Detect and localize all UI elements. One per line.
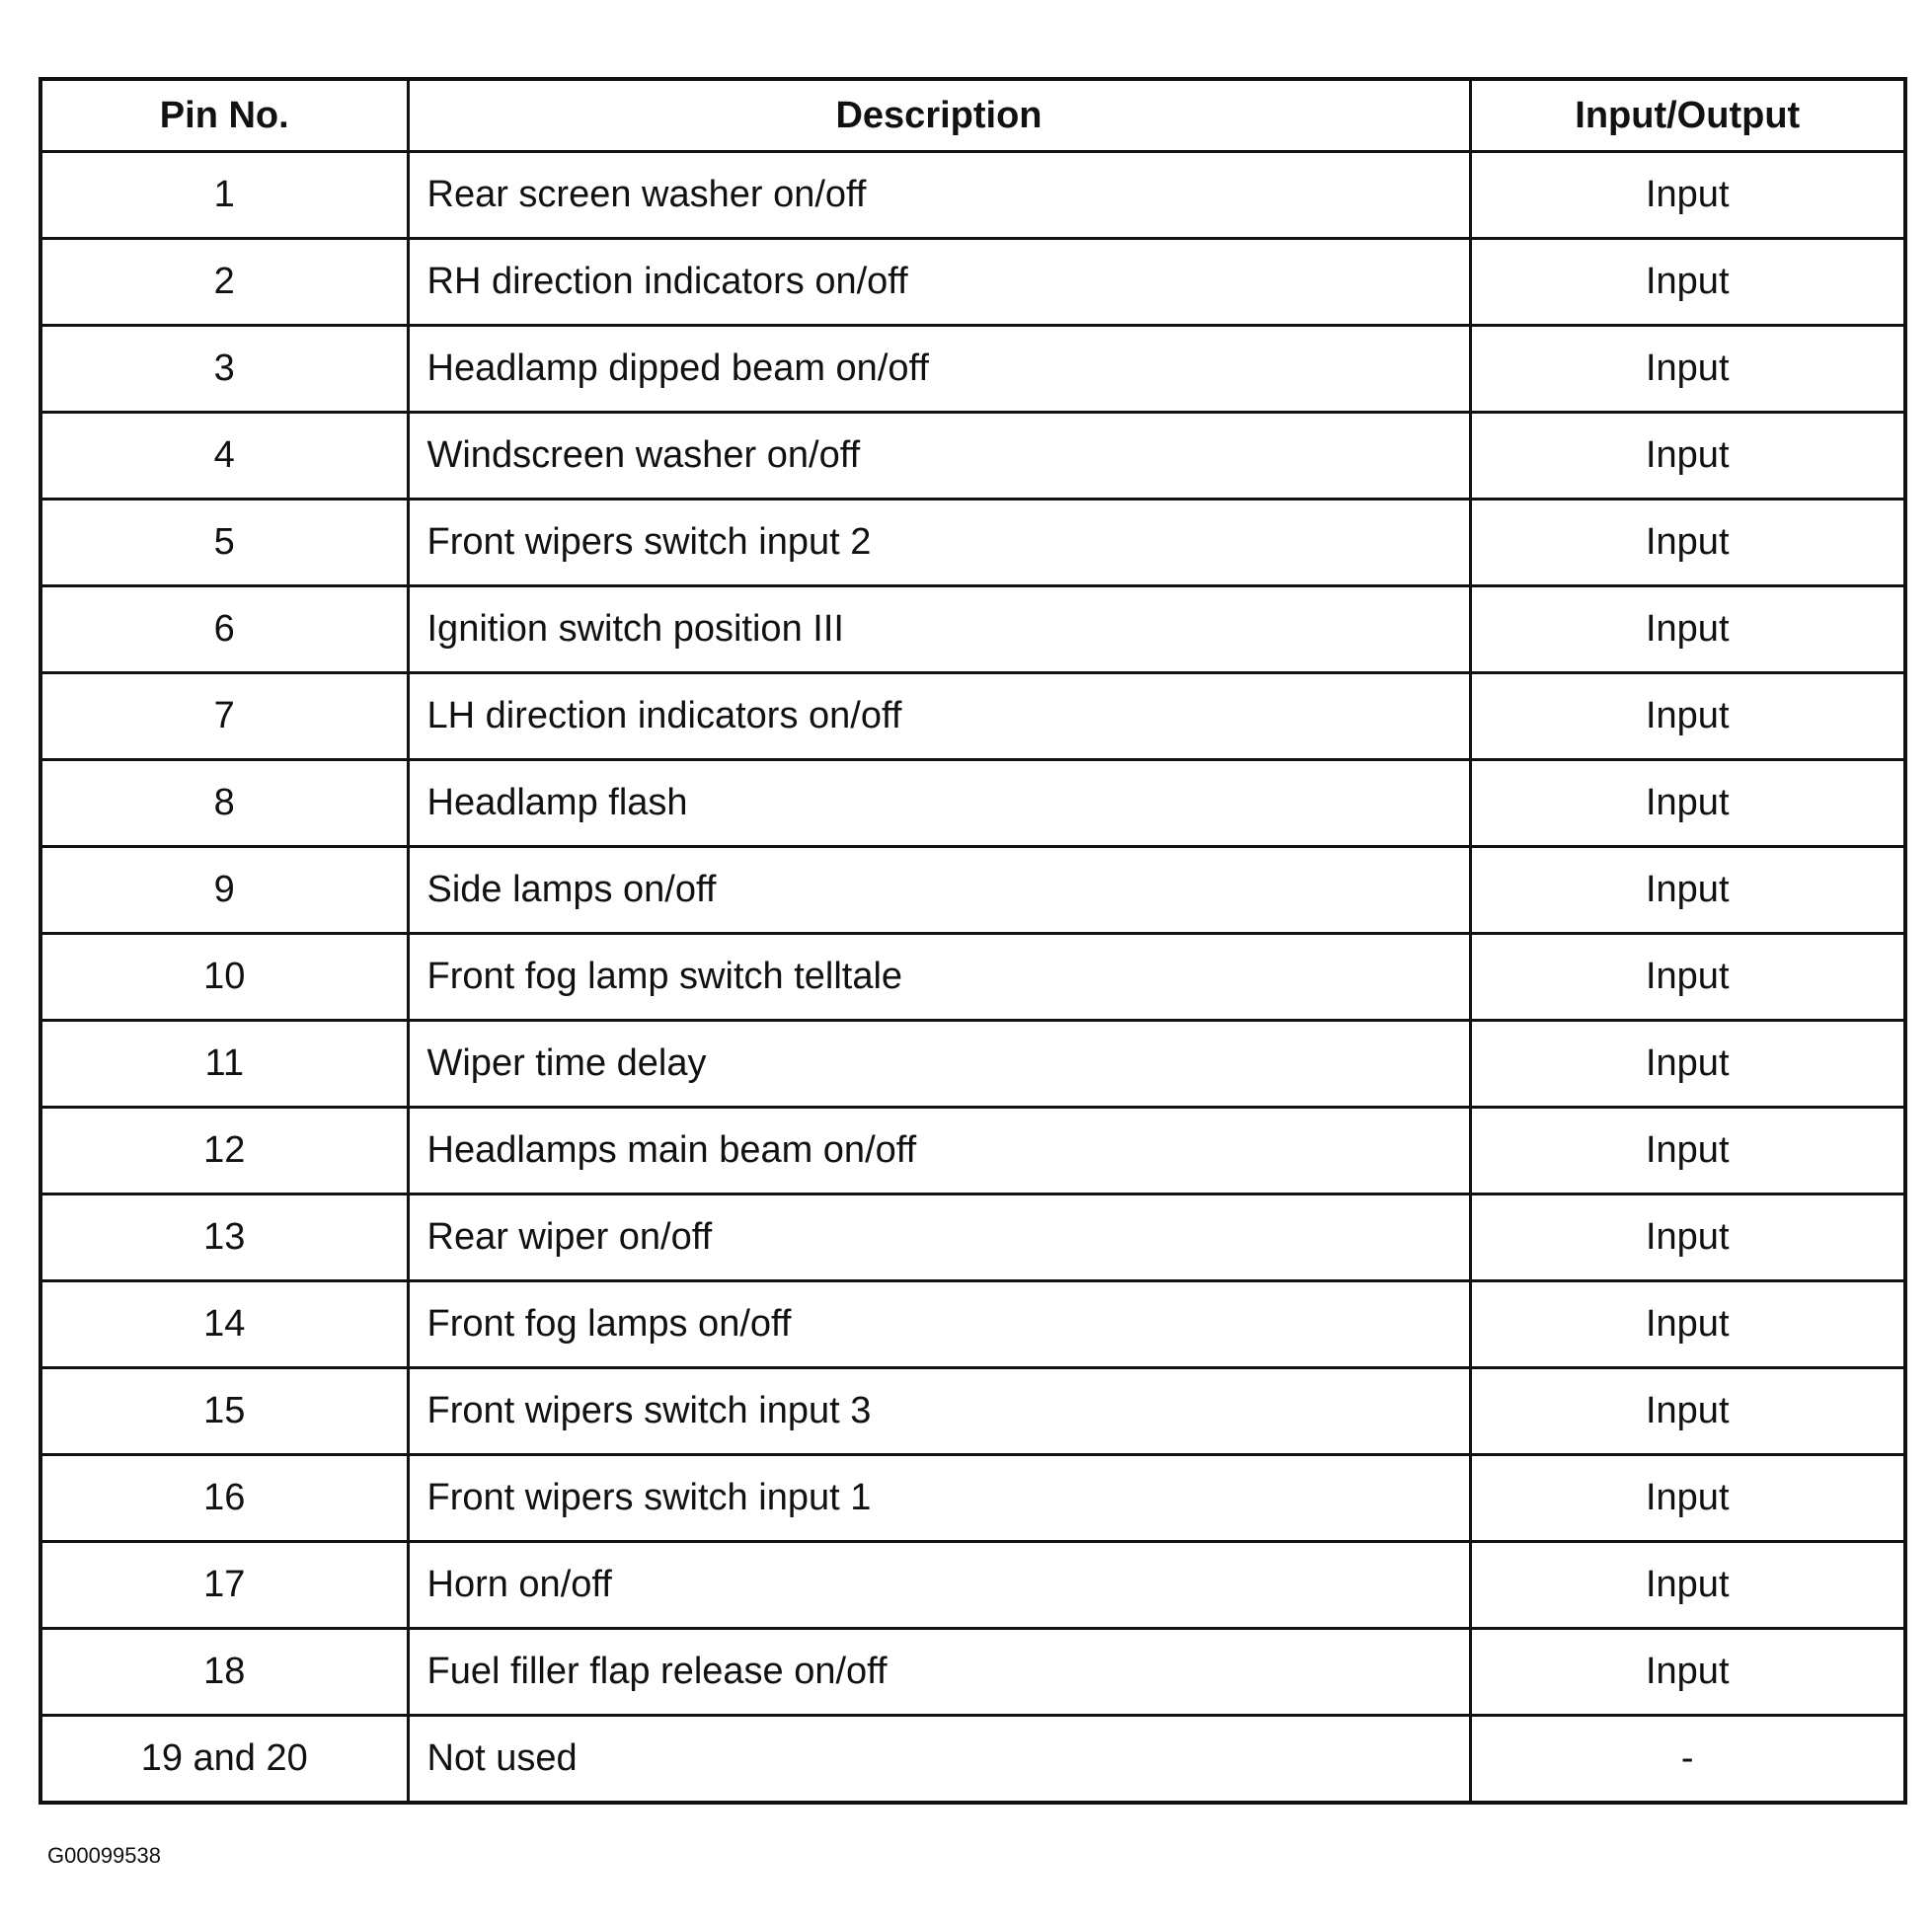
description-cell: RH direction indicators on/off (408, 239, 1470, 326)
header-description: Description (408, 79, 1470, 152)
table-row (40, 934, 1905, 1021)
description-cell: Side lamps on/off (408, 847, 1470, 934)
pin-number-cell: 19 and 20 (40, 1716, 408, 1804)
table-row (40, 1108, 1905, 1194)
table-row (40, 673, 1905, 760)
description-cell: Horn on/off (408, 1542, 1470, 1629)
pin-number-cell: 18 (40, 1629, 408, 1716)
table-row (40, 500, 1905, 586)
input-output-cell: Input (1470, 1542, 1905, 1629)
input-output-cell: Input (1470, 1021, 1905, 1108)
header-input-output: Input/Output (1470, 79, 1905, 152)
pin-number-cell: 17 (40, 1542, 408, 1629)
pin-number-cell: 11 (40, 1021, 408, 1108)
description-cell: Wiper time delay (408, 1021, 1470, 1108)
pin-number-cell: 8 (40, 760, 408, 847)
input-output-cell: Input (1470, 413, 1905, 500)
pin-number-cell: 1 (40, 152, 408, 239)
table-row (40, 1021, 1905, 1108)
description-cell: Front fog lamps on/off (408, 1281, 1470, 1368)
input-output-cell: Input (1470, 934, 1905, 1021)
input-output-cell: - (1470, 1716, 1905, 1804)
pin-number-cell: 15 (40, 1368, 408, 1455)
input-output-cell: Input (1470, 239, 1905, 326)
pin-number-cell: 7 (40, 673, 408, 760)
table-row (40, 1455, 1905, 1542)
table-row (40, 239, 1905, 326)
input-output-cell: Input (1470, 847, 1905, 934)
input-output-cell: Input (1470, 326, 1905, 413)
description-cell: Front wipers switch input 1 (408, 1455, 1470, 1542)
input-output-cell: Input (1470, 1281, 1905, 1368)
pin-number-cell: 3 (40, 326, 408, 413)
description-cell: Front fog lamp switch telltale (408, 934, 1470, 1021)
input-output-cell: Input (1470, 760, 1905, 847)
pin-number-cell: 14 (40, 1281, 408, 1368)
input-output-cell: Input (1470, 1629, 1905, 1716)
description-cell: Front wipers switch input 2 (408, 500, 1470, 586)
description-cell: Fuel filler flap release on/off (408, 1629, 1470, 1716)
table-row (40, 413, 1905, 500)
table-row (40, 1194, 1905, 1281)
table-row (40, 152, 1905, 239)
description-cell: Front wipers switch input 3 (408, 1368, 1470, 1455)
pin-number-cell: 9 (40, 847, 408, 934)
header-pin-no: Pin No. (40, 79, 408, 152)
description-cell: Not used (408, 1716, 1470, 1804)
table-header-row (40, 79, 1905, 152)
table-row (40, 847, 1905, 934)
input-output-cell: Input (1470, 1108, 1905, 1194)
figure-id: G00099538 (47, 1843, 161, 1868)
table-row (40, 586, 1905, 673)
input-output-cell: Input (1470, 673, 1905, 760)
pin-number-cell: 16 (40, 1455, 408, 1542)
pin-number-cell: 13 (40, 1194, 408, 1281)
description-cell: Headlamps main beam on/off (408, 1108, 1470, 1194)
pin-number-cell: 4 (40, 413, 408, 500)
input-output-cell: Input (1470, 500, 1905, 586)
description-cell: Headlamp flash (408, 760, 1470, 847)
input-output-cell: Input (1470, 1455, 1905, 1542)
input-output-cell: Input (1470, 1368, 1905, 1455)
pin-number-cell: 5 (40, 500, 408, 586)
input-output-cell: Input (1470, 586, 1905, 673)
pin-number-cell: 12 (40, 1108, 408, 1194)
table-row (40, 326, 1905, 413)
input-output-cell: Input (1470, 152, 1905, 239)
table-row (40, 1542, 1905, 1629)
description-cell: Headlamp dipped beam on/off (408, 326, 1470, 413)
pin-number-cell: 6 (40, 586, 408, 673)
pin-table (39, 77, 1907, 1805)
table-row (40, 760, 1905, 847)
description-cell: Ignition switch position III (408, 586, 1470, 673)
table-row (40, 1629, 1905, 1716)
input-output-cell: Input (1470, 1194, 1905, 1281)
description-cell: Rear wiper on/off (408, 1194, 1470, 1281)
description-cell: LH direction indicators on/off (408, 673, 1470, 760)
table-row (40, 1281, 1905, 1368)
table-row (40, 1368, 1905, 1455)
description-cell: Rear screen washer on/off (408, 152, 1470, 239)
description-cell: Windscreen washer on/off (408, 413, 1470, 500)
pin-number-cell: 2 (40, 239, 408, 326)
table-row (40, 1716, 1905, 1804)
pin-number-cell: 10 (40, 934, 408, 1021)
